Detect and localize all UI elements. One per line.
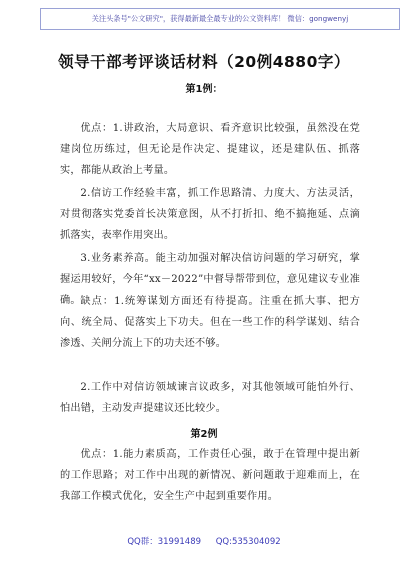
paragraph-example2-strengths: 优点：1.能力素质高，工作责任心强，敢于在管理中提出新的工作思路；对工作中出现的新情况、新问题敢于迎难而上，在我部工作模式优化，安全生产中起到重要作用。 bbox=[60, 449, 360, 502]
document-title: 领导干部考评谈话材料（20例4880字） bbox=[58, 53, 350, 71]
header-banner bbox=[40, 8, 400, 30]
footer-qq-number: QQ:535304092 bbox=[215, 537, 281, 547]
footer-contact bbox=[0, 535, 408, 547]
paragraph-weaknesses-advice: 2.工作中对信访领域谏言议政多，对其他领域可能怕外行、怕出错，主动发声提建议还比较少。 bbox=[60, 382, 360, 414]
footer-qq-group: QQ群：31991489 bbox=[127, 537, 202, 547]
paragraph-strengths-experience: 2.信访工作经验丰富，抓工作思路清、力度大、方法灵活，对贯彻落实党委首长决策意图，从不打折扣、绝不搞拖延、点滴抓落实，表率作用突出。 bbox=[60, 188, 360, 241]
paragraph-strengths-professional: 3.业务素养高。能主动加强对解决信访问题的学习研究，掌握运用较好，今年“xx－2022”中督导帮带到位，意见建议专业准确。 bbox=[60, 253, 360, 306]
header-banner-text: 关注头条号"公文研究"，获得最新最全最专业的公文资料库！ 微信：gongwenyj bbox=[91, 14, 349, 23]
section-heading-2: 第2例 bbox=[190, 429, 218, 440]
paragraph-strengths-politics: 优点：1.讲政治，大局意识、看齐意识比较强，虽然没在党建岗位历练过，但无论是作决定、提建议，还是建队伍、抓落实，都能从政治上考量。 bbox=[60, 123, 360, 176]
section-heading-1: 第1例： bbox=[185, 84, 223, 95]
paragraph-weaknesses-planning: 缺点：1.统筹谋划方面还有待提高。注重在抓大事、把方向、统全局、促落实上下功夫。但在一些工作的科学谋划、结合渗透、关闸分流上下的功夫还不够。 bbox=[60, 296, 360, 349]
